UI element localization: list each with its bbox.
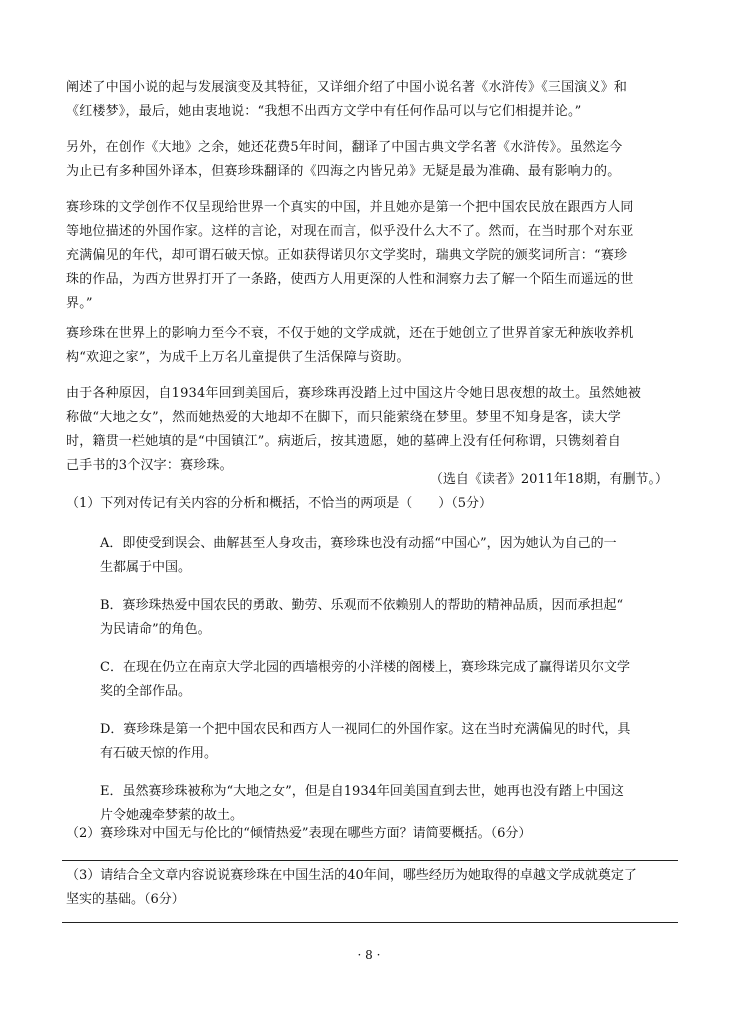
text-line: 称做“大地之女”，然而她热爱的大地却不在脚下，而只能萦绕在梦里。梦里不知身是客，读大学 <box>66 410 621 425</box>
text-line: 等地位描述的外国作家。这样的言论，对现在而言，似乎没什么大不了。然而，在当时那个对东亚 <box>66 224 634 239</box>
text-line: 生都属于中国。 <box>100 560 192 575</box>
question-2: （2）赛珍珠对中国无与伦比的“倾情热爱”表现在哪些方面？请简要概括。（6分） <box>66 826 532 841</box>
text-line: 为民请命”的角色。 <box>100 622 211 637</box>
text-line: 时，籍贯一栏她填的是“中国镇江”。病逝后，按其遗愿，她的墓碑上没有任何称谓，只镌刻着自 <box>66 434 621 449</box>
passage-paragraph-1 <box>66 76 672 124</box>
text-line: 赛珍珠的文学创作不仅呈现给世界一个真实的中国，并且她亦是第一个把中国农民放在跟西方人同 <box>66 200 634 215</box>
text-line: 为止已有多种国外译本，但赛珍珠翻译的《四海之内皆兄弟》无疑是最为准确、最有影响力的。 <box>66 164 621 179</box>
text-line: 片令她魂牵梦萦的故土。 <box>100 808 244 823</box>
text-line: 珠的作品，为西方世界打开了一条路，使西方人用更深的人性和洞察力去了解一个陌生而遥远的世 <box>66 272 634 287</box>
text-line: （3）请结合全文章内容说说赛珍珠在中国生活的40年间，哪些经历为她取得的卓越文学成就奠定了 <box>66 868 637 883</box>
option-e[interactable] <box>100 780 670 828</box>
passage-paragraph-5 <box>66 382 672 478</box>
passage-paragraph-2 <box>66 136 672 184</box>
answer-rule-top <box>62 860 678 861</box>
text-line: 构“欢迎之家”，为成千上万名儿童提供了生活保障与资助。 <box>66 350 410 365</box>
text-line: 奖的全部作品。 <box>100 684 192 699</box>
question-1-stem: （1）下列对传记有关内容的分析和概括，不恰当的两项是（ ）（5分） <box>66 496 493 511</box>
answer-rule-bottom <box>62 922 678 923</box>
text-line: B．赛珍珠热爱中国农民的勇敢、勤劳、乐观而不依赖别人的帮助的精神品质，因而承担起“ <box>100 598 624 613</box>
text-line: 赛珍珠在世界上的影响力至今不衰，不仅于她的文学成就，还在于她创立了世界首家无种族收养机 <box>66 326 634 341</box>
question-3 <box>66 864 637 912</box>
option-c[interactable] <box>100 656 670 704</box>
text-line: 由于各种原因，自1934年回到美国后，赛珍珠再没踏上过中国这片令她日思夜想的故土。虽然她被 <box>66 386 642 401</box>
text-line: E．虽然赛珍珠被称为“大地之女”，但是自1934年回美国直到去世，她再也没有踏上中国这 <box>100 784 624 799</box>
text-line: 阐述了中国小说的起与发展演变及其特征，又详细介绍了中国小说名著《水浒传》《三国演义》和 <box>66 80 628 95</box>
text-line: 坚实的基础。（6分） <box>66 892 185 907</box>
text-line: 《红楼梦》，最后，她由衷地说：“我想不出西方文学中有任何作品可以与它们相提并论。” <box>66 104 582 119</box>
passage-paragraph-3 <box>66 196 672 316</box>
text-line: D．赛珍珠是第一个把中国农民和西方人一视同仁的外国作家。这在当时充满偏见的时代，具 <box>100 722 631 737</box>
text-line: 充满偏见的年代，却可谓石破天惊。正如获得诺贝尔文学奖时，瑞典文学院的颁奖词所言：“赛珍 <box>66 248 628 263</box>
text-line: A．即使受到误会、曲解甚至人身攻击，赛珍珠也没有动摇“中国心”，因为她认为自己的一 <box>100 536 617 551</box>
text-line: 有石破天惊的作用。 <box>100 746 218 761</box>
text-line: 己手书的3个汉字：赛珍珠。 <box>66 458 233 473</box>
option-d[interactable] <box>100 718 670 766</box>
option-a[interactable] <box>100 532 670 580</box>
text-line: 界。” <box>66 296 93 311</box>
text-line: 另外，在创作《大地》之余，她还花费5年时间，翻译了中国古典文学名著《水浒传》。虽然迄今 <box>66 140 623 155</box>
source-citation: （选自《读者》2011年18期，有删节。） <box>429 472 668 487</box>
page-number: · 8 · <box>357 948 381 962</box>
text-line: C．在现在仍立在南京大学北园的西墙根旁的小洋楼的阁楼上，赛珍珠完成了赢得诺贝尔文学 <box>100 660 630 675</box>
option-b[interactable] <box>100 594 670 642</box>
passage-paragraph-4 <box>66 322 672 370</box>
